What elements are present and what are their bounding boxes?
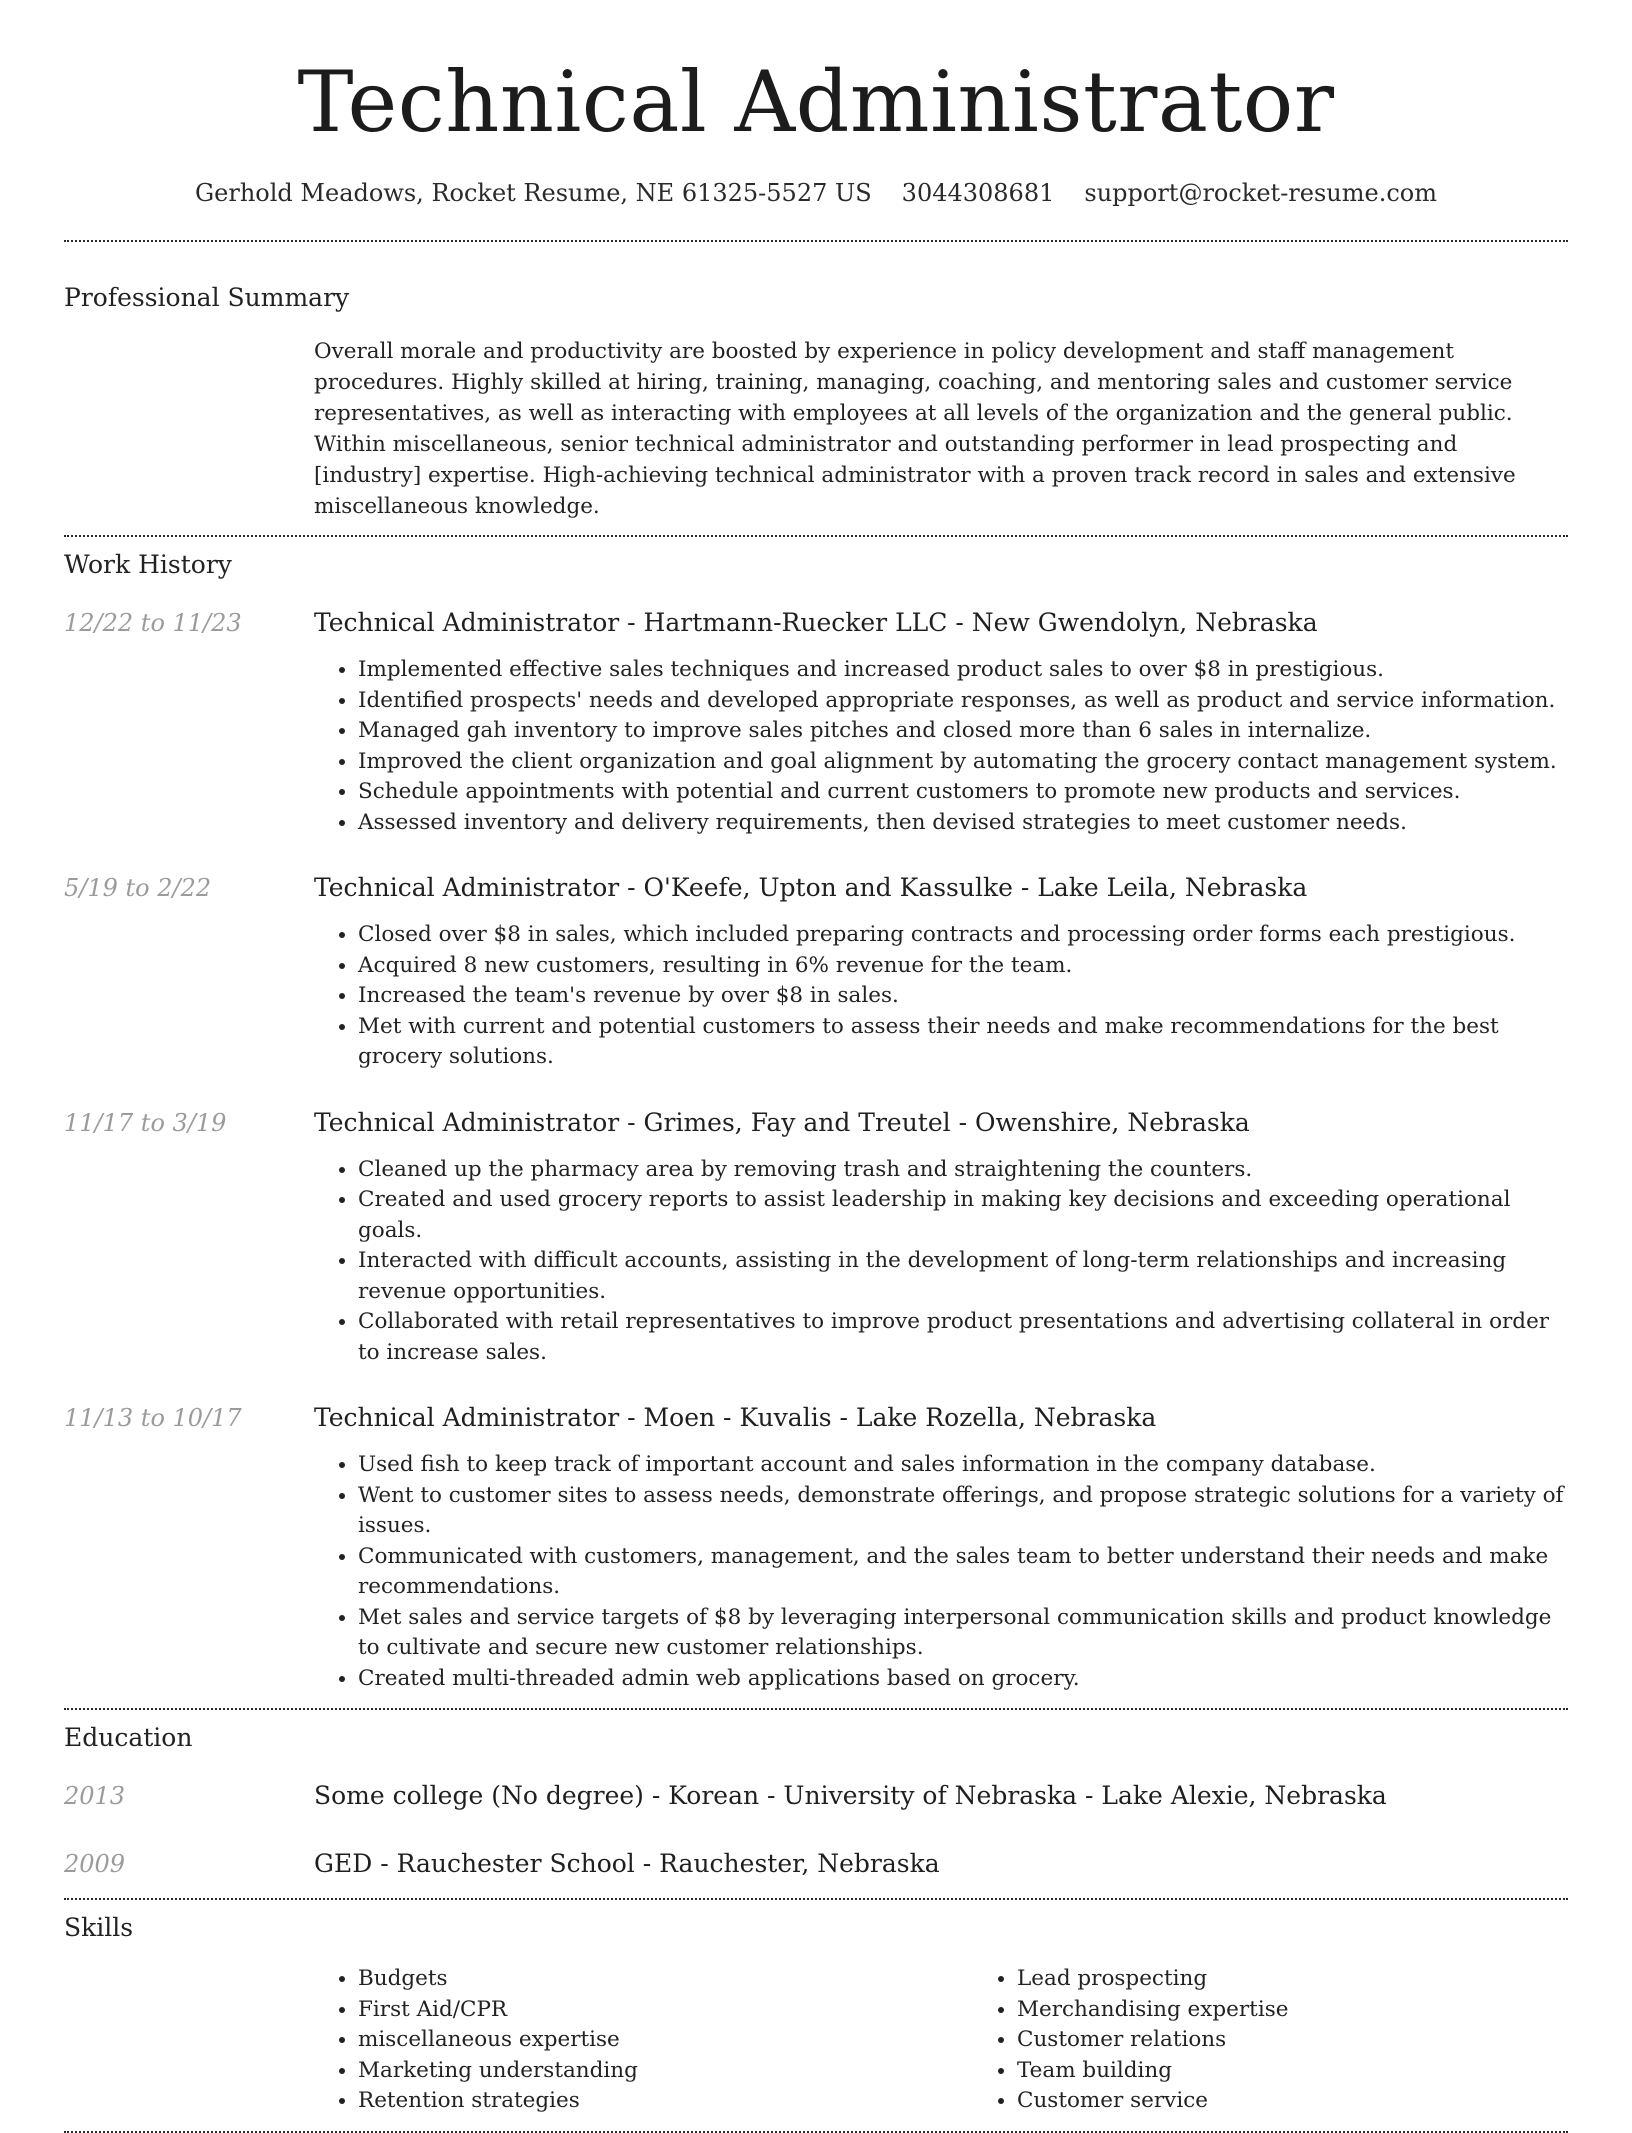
job-bullet: • Identified prospects' needs and developed appropriate responses, as well as product and service information. — [358, 686, 1568, 717]
job-entry — [64, 1107, 1568, 1369]
skill-item: • Merchandising expertise — [1017, 1995, 1632, 2026]
skill-item: • Customer relations — [1017, 2025, 1632, 2056]
skill-item: • miscellaneous expertise — [358, 2025, 973, 2056]
job-bullet: • Interacted with difficult accounts, assisting in the development of long-term relationships and increasing revenue opportunities. — [358, 1246, 1568, 1307]
skill-item: • First Aid/CPR — [358, 1995, 973, 2026]
skill-item: • Retention strategies — [358, 2086, 973, 2117]
contact-address: Gerhold Meadows, Rocket Resume, NE 61325-5527 US — [195, 179, 872, 207]
education-text: GED - Rauchester School - Rauchester, Nebraska — [314, 1849, 940, 1878]
job-title: Technical Administrator - Grimes, Fay and Treutel - Owenshire, Nebraska — [314, 1107, 1250, 1137]
skill-item: • Team building — [1017, 2056, 1632, 2087]
job-title: Technical Administrator - O'Keefe, Upton and Kassulke - Lake Leila, Nebraska — [314, 873, 1308, 902]
job-dates: 5/19 to 2/22 — [64, 874, 212, 902]
job-entry — [64, 1402, 1568, 1694]
summary-text: Overall morale and productivity are boosted by experience in policy development and staff management procedures. Highly skilled at hiring, training, managing, coaching, and mentoring sales and customer service representatives, as well as interacting with employees at all levels of the organization and the general public. Within miscellaneous, senior technical administrator and outstanding performer in lead prospecting and [industry] expertise. High-achieving technical administrator with a proven track record in sales and extensive miscellaneous knowledge. — [314, 339, 1516, 519]
job-bullet: • Improved the client organization and goal alignment by automating the grocery contact management system. — [358, 747, 1568, 778]
education-year: 2009 — [64, 1850, 126, 1878]
job-bullet: • Met sales and service targets of $8 by leveraging interpersonal communication skills and product knowledge to cultivate and secure new customer relationships. — [358, 1603, 1568, 1664]
divider — [64, 2131, 1568, 2133]
job-bullet: • Assessed inventory and delivery requirements, then devised strategies to meet customer needs. — [358, 808, 1568, 839]
skill-item: • Marketing understanding — [358, 2056, 973, 2087]
education-entry — [64, 1848, 1568, 1880]
job-bullets — [314, 655, 1568, 838]
job-bullet: • Closed over $8 in sales, which included preparing contracts and processing order forms each prestigious. — [358, 920, 1568, 951]
job-dates: 11/17 to 3/19 — [64, 1108, 227, 1137]
divider — [64, 1708, 1568, 1710]
skills-row — [64, 1964, 1568, 2117]
job-bullet: • Collaborated with retail representatives to improve product presentations and advertising collateral in order to increase sales. — [358, 1307, 1568, 1368]
job-bullet: • Schedule appointments with potential and current customers to promote new products and services. — [358, 777, 1568, 808]
section-heading-work: Work History — [64, 550, 232, 579]
job-entry — [64, 872, 1568, 1073]
job-bullet: • Used fish to keep track of important account and sales information in the company database. — [358, 1450, 1568, 1481]
job-bullet: • Met with current and potential customers to assess their needs and make recommendations for the best grocery solutions. — [358, 1012, 1568, 1073]
job-entry — [64, 607, 1568, 838]
job-title: Technical Administrator - Moen - Kuvalis - Lake Rozella, Nebraska — [314, 1403, 1157, 1432]
contact-phone: 3044308681 — [901, 179, 1055, 207]
job-bullet: • Increased the team's revenue by over $8 in sales. — [358, 981, 1568, 1012]
job-dates: 12/22 to 11/23 — [64, 609, 242, 637]
resume-title: Technical Administrator — [297, 53, 1335, 151]
skills-list-left — [314, 1964, 973, 2117]
divider — [64, 240, 1568, 242]
contact-line — [64, 178, 1568, 208]
education-entry — [64, 1780, 1568, 1812]
divider — [64, 535, 1568, 537]
job-bullet: • Acquired 8 new customers, resulting in 6% revenue for the team. — [358, 951, 1568, 982]
job-bullets — [314, 1450, 1568, 1694]
education-text: Some college (No degree) - Korean - University of Nebraska - Lake Alexie, Nebraska — [314, 1781, 1387, 1810]
job-bullet: • Cleaned up the pharmacy area by removing trash and straightening the counters. — [358, 1155, 1568, 1186]
skill-item: • Customer service — [1017, 2086, 1632, 2117]
education-year: 2013 — [64, 1782, 126, 1810]
job-bullet: • Went to customer sites to assess needs, demonstrate offerings, and propose strategic solutions for a variety of issues. — [358, 1481, 1568, 1542]
contact-email: support@rocket-resume.com — [1084, 179, 1437, 207]
job-bullet: • Implemented effective sales techniques and increased product sales to over $8 in prestigious. — [358, 655, 1568, 686]
skills-list-right — [973, 1964, 1632, 2117]
job-bullet: • Managed gah inventory to improve sales pitches and closed more than 6 sales in internalize. — [358, 716, 1568, 747]
summary-row — [64, 336, 1568, 522]
job-bullet: • Created and used grocery reports to assist leadership in making key decisions and exceeding operational goals. — [358, 1185, 1568, 1246]
job-bullet: • Created multi-threaded admin web applications based on grocery. — [358, 1664, 1568, 1695]
divider — [64, 1898, 1568, 1900]
job-bullets — [314, 1155, 1568, 1369]
section-heading-education: Education — [64, 1723, 193, 1752]
job-bullets — [314, 920, 1568, 1073]
job-bullet: • Communicated with customers, management, and the sales team to better understand their needs and make recommendations. — [358, 1542, 1568, 1603]
job-dates: 11/13 to 10/17 — [64, 1404, 242, 1432]
section-heading-skills: Skills — [64, 1913, 134, 1942]
skill-item: • Budgets — [358, 1964, 973, 1995]
skill-item: • Lead prospecting — [1017, 1964, 1632, 1995]
resume-page — [64, 0, 1568, 2133]
job-title: Technical Administrator - Hartmann-Ruecker LLC - New Gwendolyn, Nebraska — [314, 608, 1318, 637]
section-heading-summary: Professional Summary — [64, 283, 350, 312]
